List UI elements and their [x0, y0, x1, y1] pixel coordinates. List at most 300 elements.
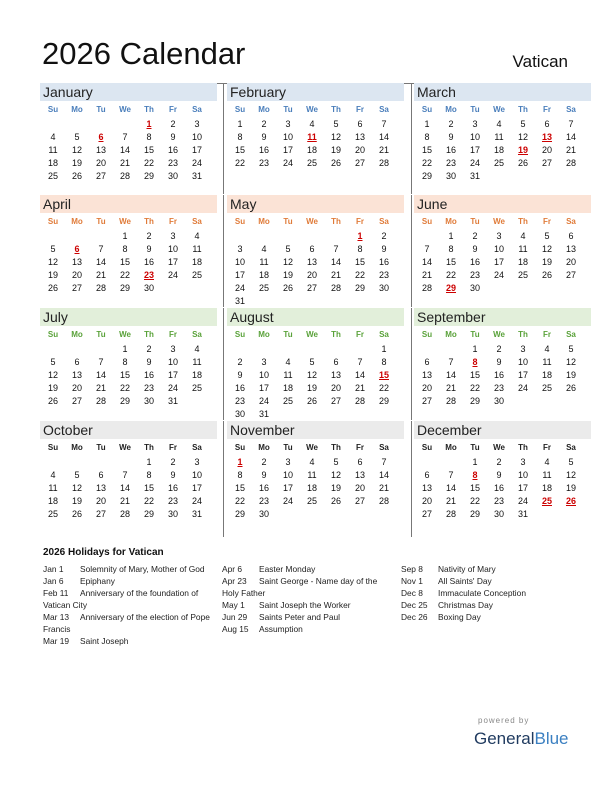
day-cell: 8: [122, 357, 128, 367]
day-cell: 13: [421, 370, 432, 380]
day-cell: 1: [381, 344, 387, 354]
holiday-name: Saints Peter and Paul: [259, 612, 341, 622]
day-cell: 12: [47, 257, 58, 267]
day-cell: 11: [48, 483, 58, 493]
day-cell: 21: [119, 496, 130, 506]
day-cell: 11: [542, 357, 552, 367]
day-cell: 6: [424, 357, 430, 367]
day-cell: 20: [541, 145, 552, 155]
week-row: [40, 158, 217, 171]
day-cell: 15: [143, 483, 154, 493]
weekday-label: Tu: [470, 105, 480, 114]
day-cell: 11: [494, 132, 504, 142]
day-cell: 6: [357, 457, 363, 467]
day-cell: 18: [306, 145, 317, 155]
day-cell: 12: [565, 470, 576, 480]
day-cell: 10: [191, 470, 202, 480]
weekday-label: We: [493, 217, 505, 226]
day-cell: 27: [421, 396, 432, 406]
day-cell: 17: [517, 370, 528, 380]
day-cell: 17: [258, 383, 269, 393]
day-cell: 24: [282, 158, 293, 168]
holiday-item: [401, 587, 573, 599]
month-header: [227, 421, 404, 439]
weekday-label: Th: [518, 330, 528, 339]
day-cell: 14: [119, 145, 130, 155]
day-cell: 4: [285, 357, 291, 367]
week-row: [414, 383, 591, 396]
day-cell: 7: [333, 244, 339, 254]
day-cell: 3: [472, 119, 478, 129]
day-cell: 25: [47, 171, 58, 181]
day-cell: 2: [472, 231, 478, 241]
holiday-day-cell: 29: [445, 283, 456, 293]
day-cell: 3: [194, 457, 200, 467]
day-cell: 12: [282, 257, 293, 267]
day-cell: 5: [520, 119, 526, 129]
week-row: [40, 132, 217, 145]
day-cell: 29: [234, 509, 245, 519]
day-cell: 17: [191, 145, 202, 155]
day-cell: 27: [71, 396, 82, 406]
weekday-label: Sa: [566, 330, 576, 339]
day-cell: 14: [119, 483, 130, 493]
day-cell: 8: [237, 470, 243, 480]
week-row: [40, 257, 217, 270]
day-cell: 24: [493, 270, 504, 280]
day-cell: 3: [170, 344, 176, 354]
brand-part-1: General: [474, 729, 535, 748]
holiday-item: [43, 575, 215, 587]
day-cell: 19: [47, 383, 58, 393]
holiday-day-cell: 13: [541, 132, 552, 142]
day-cell: 8: [122, 244, 128, 254]
day-cell: 10: [282, 470, 293, 480]
day-cell: 21: [95, 270, 106, 280]
day-cell: 8: [146, 132, 152, 142]
holiday-item: [222, 599, 394, 611]
week-row: [227, 470, 404, 483]
day-cell: 29: [469, 396, 480, 406]
day-cell: 31: [234, 296, 245, 306]
day-cell: 11: [192, 244, 202, 254]
day-cell: 2: [496, 457, 502, 467]
day-cell: 21: [378, 145, 389, 155]
day-cell: 26: [517, 158, 528, 168]
day-cell: 23: [445, 158, 456, 168]
holiday-date: Dec 25: [401, 600, 428, 610]
weekday-label: We: [493, 330, 505, 339]
day-cell: 6: [568, 231, 574, 241]
day-cell: 17: [282, 483, 293, 493]
country-name: Vatican: [512, 52, 568, 71]
day-cell: 5: [568, 344, 574, 354]
week-row: [227, 132, 404, 145]
month-december: [414, 421, 591, 534]
day-cell: 17: [469, 145, 480, 155]
day-cell: 19: [565, 483, 576, 493]
weekday-header-row: [227, 443, 404, 455]
week-row: [40, 509, 217, 522]
day-cell: 2: [146, 344, 152, 354]
day-cell: 2: [261, 457, 267, 467]
calendar-grid: [40, 83, 576, 537]
day-cell: 2: [237, 357, 243, 367]
day-cell: 20: [421, 496, 432, 506]
weekday-label: Tu: [470, 330, 480, 339]
day-cell: 2: [170, 457, 176, 467]
day-cell: 28: [565, 158, 576, 168]
day-cell: 9: [146, 244, 152, 254]
weekday-label: Sa: [379, 443, 389, 452]
day-cell: 28: [119, 171, 130, 181]
month-header: [227, 308, 404, 326]
day-cell: 14: [421, 257, 432, 267]
weekday-label: Mo: [258, 105, 270, 114]
week-row: [40, 483, 217, 496]
holiday-name: Anniversary of the foundation of Vatican City: [43, 588, 199, 610]
day-cell: 11: [518, 244, 528, 254]
day-cell: 16: [167, 145, 178, 155]
day-cell: 29: [143, 509, 154, 519]
day-cell: 24: [258, 396, 269, 406]
day-cell: 29: [469, 509, 480, 519]
day-cell: 3: [520, 457, 526, 467]
day-cell: 29: [354, 283, 365, 293]
day-cell: 12: [330, 470, 341, 480]
day-cell: 5: [50, 244, 56, 254]
day-cell: 6: [544, 119, 550, 129]
day-cell: 30: [143, 396, 154, 406]
weekday-label: Th: [144, 217, 154, 226]
week-row: [227, 483, 404, 496]
weekday-label: Tu: [96, 105, 106, 114]
day-cell: 3: [261, 357, 267, 367]
holiday-date: Jan 6: [43, 576, 64, 586]
month-name: January: [43, 84, 93, 100]
month-july: [40, 308, 217, 421]
weekday-label: Mo: [445, 330, 457, 339]
day-cell: 4: [50, 470, 56, 480]
day-cell: 15: [354, 257, 365, 267]
holiday-date: May 1: [222, 600, 245, 610]
holiday-item: [222, 623, 394, 635]
row-gap: [40, 194, 573, 195]
holiday-name: Christmas Day: [438, 600, 493, 610]
weekday-label: Tu: [283, 443, 293, 452]
day-cell: 20: [306, 270, 317, 280]
powered-by-text: powered by: [478, 716, 530, 725]
week-row: [40, 145, 217, 158]
weekday-label: Fr: [356, 330, 364, 339]
day-cell: 19: [306, 383, 317, 393]
day-cell: 7: [381, 457, 387, 467]
weekday-label: Th: [518, 105, 528, 114]
day-cell: 16: [258, 145, 269, 155]
day-cell: 30: [445, 171, 456, 181]
weekday-label: Mo: [445, 443, 457, 452]
weekday-label: Mo: [258, 217, 270, 226]
day-cell: 21: [95, 383, 106, 393]
day-cell: 11: [283, 370, 293, 380]
weekday-label: Su: [47, 330, 59, 339]
weekday-label: Fr: [169, 330, 177, 339]
weekday-label: Fr: [543, 330, 551, 339]
day-cell: 4: [261, 244, 267, 254]
weekday-label: Su: [421, 105, 433, 114]
weekday-label: Th: [331, 217, 341, 226]
day-cell: 7: [568, 119, 574, 129]
weekday-label: Mo: [445, 217, 457, 226]
generalblue-logo[interactable]: [474, 729, 569, 749]
day-cell: 25: [541, 383, 552, 393]
holiday-column: [401, 563, 573, 623]
weekday-label: Su: [47, 105, 59, 114]
day-cell: 14: [378, 470, 389, 480]
holiday-item: [401, 575, 573, 587]
holiday-day-cell: 11: [307, 132, 317, 142]
day-cell: 24: [469, 158, 480, 168]
day-cell: 27: [306, 283, 317, 293]
holiday-date: Jan 1: [43, 564, 64, 574]
week-row: [227, 283, 404, 296]
month-header: [414, 83, 591, 101]
holiday-item: [401, 611, 573, 623]
day-cell: 14: [445, 483, 456, 493]
weekday-label: Mo: [71, 443, 83, 452]
day-cell: 12: [541, 244, 552, 254]
day-cell: 10: [282, 132, 293, 142]
week-row: [414, 344, 591, 357]
holiday-date: Nov 1: [401, 576, 423, 586]
week-row: [40, 496, 217, 509]
month-may: [227, 195, 404, 308]
day-cell: 7: [122, 470, 128, 480]
weekday-label: Sa: [566, 105, 576, 114]
month-name: July: [43, 309, 68, 325]
day-cell: 31: [258, 409, 269, 419]
day-cell: 15: [119, 257, 130, 267]
day-cell: 20: [71, 383, 82, 393]
day-cell: 5: [568, 457, 574, 467]
weekday-header-row: [40, 217, 217, 229]
day-cell: 11: [48, 145, 58, 155]
holiday-name: Boxing Day: [438, 612, 481, 622]
day-cell: 18: [493, 145, 504, 155]
day-cell: 17: [234, 270, 245, 280]
day-cell: 22: [143, 496, 154, 506]
day-cell: 28: [95, 396, 106, 406]
day-cell: 17: [167, 370, 178, 380]
holiday-day-cell: 8: [472, 470, 478, 480]
weekday-header-row: [414, 330, 591, 342]
week-row: [414, 244, 591, 257]
day-cell: 20: [330, 383, 341, 393]
day-cell: 14: [445, 370, 456, 380]
day-cell: 22: [119, 383, 130, 393]
day-cell: 10: [258, 370, 269, 380]
day-cell: 11: [192, 357, 202, 367]
holiday-name: Easter Monday: [259, 564, 316, 574]
week-row: [227, 383, 404, 396]
day-cell: 21: [565, 145, 576, 155]
day-cell: 19: [71, 158, 82, 168]
day-cell: 8: [146, 470, 152, 480]
day-cell: 11: [542, 470, 552, 480]
weekday-label: Su: [47, 443, 59, 452]
day-cell: 17: [282, 145, 293, 155]
weekday-label: Su: [234, 330, 246, 339]
day-cell: 7: [424, 244, 430, 254]
holiday-day-cell: 23: [143, 270, 154, 280]
holiday-item: [401, 599, 573, 611]
month-october: [40, 421, 217, 534]
day-cell: 23: [167, 158, 178, 168]
day-cell: 24: [167, 383, 178, 393]
weekday-label: Su: [234, 217, 246, 226]
weekday-label: Su: [47, 217, 59, 226]
month-header: [40, 83, 217, 101]
day-cell: 29: [378, 396, 389, 406]
day-cell: 4: [50, 132, 56, 142]
day-cell: 30: [258, 509, 269, 519]
day-cell: 14: [378, 132, 389, 142]
day-cell: 23: [258, 158, 269, 168]
weekday-label: Fr: [356, 217, 364, 226]
day-cell: 9: [448, 132, 454, 142]
day-cell: 12: [71, 145, 82, 155]
day-cell: 18: [191, 257, 202, 267]
day-cell: 29: [421, 171, 432, 181]
weekday-label: Fr: [169, 217, 177, 226]
week-row: [414, 483, 591, 496]
weekday-label: Sa: [566, 443, 576, 452]
holiday-item: [43, 587, 215, 611]
week-row: [40, 283, 217, 296]
day-cell: 13: [306, 257, 317, 267]
day-cell: 13: [354, 132, 365, 142]
weekday-header-row: [414, 217, 591, 229]
day-cell: 10: [234, 257, 245, 267]
week-row: [414, 396, 591, 409]
holiday-item: [43, 635, 215, 647]
day-cell: 26: [71, 171, 82, 181]
day-cell: 20: [95, 158, 106, 168]
day-cell: 20: [354, 483, 365, 493]
day-cell: 10: [469, 132, 480, 142]
day-cell: 6: [357, 119, 363, 129]
weekday-label: We: [306, 330, 318, 339]
day-cell: 5: [333, 119, 339, 129]
day-cell: 28: [445, 396, 456, 406]
day-cell: 1: [122, 344, 128, 354]
week-row: [40, 383, 217, 396]
day-cell: 10: [493, 244, 504, 254]
holiday-day-cell: 6: [98, 132, 104, 142]
day-cell: 16: [493, 483, 504, 493]
day-cell: 9: [261, 132, 267, 142]
day-cell: 6: [424, 470, 430, 480]
week-row: [414, 132, 591, 145]
month-march: [414, 83, 591, 196]
day-cell: 13: [71, 257, 82, 267]
day-cell: 4: [496, 119, 502, 129]
weekday-label: Fr: [543, 443, 551, 452]
day-cell: 23: [493, 496, 504, 506]
week-row: [414, 470, 591, 483]
day-cell: 27: [71, 283, 82, 293]
day-cell: 13: [354, 470, 365, 480]
holiday-column: [222, 563, 394, 635]
holiday-date: Mar 13: [43, 612, 70, 622]
weekday-label: We: [306, 217, 318, 226]
month-name: September: [417, 309, 486, 325]
day-cell: 4: [520, 231, 526, 241]
holiday-day-cell: 1: [357, 231, 363, 241]
weekday-label: Mo: [258, 443, 270, 452]
month-name: April: [43, 196, 72, 212]
month-name: December: [417, 422, 482, 438]
day-cell: 2: [496, 344, 502, 354]
day-cell: 3: [285, 119, 291, 129]
weekday-label: Mo: [71, 105, 83, 114]
day-cell: 2: [448, 119, 454, 129]
holiday-day-cell: 19: [517, 145, 528, 155]
day-cell: 15: [445, 257, 456, 267]
day-cell: 21: [378, 483, 389, 493]
day-cell: 27: [354, 496, 365, 506]
day-cell: 20: [354, 145, 365, 155]
day-cell: 13: [95, 145, 106, 155]
holiday-day-cell: 26: [565, 496, 576, 506]
day-cell: 15: [421, 145, 432, 155]
weekday-label: Sa: [192, 105, 202, 114]
holiday-name: Saint George - Name day of the Holy Father: [222, 576, 378, 598]
weekday-label: Th: [144, 443, 154, 452]
week-row: [414, 270, 591, 283]
week-row: [40, 270, 217, 283]
weekday-label: Fr: [169, 105, 177, 114]
day-cell: 14: [330, 257, 341, 267]
week-row: [40, 396, 217, 409]
month-january: [40, 83, 217, 196]
day-cell: 1: [424, 119, 430, 129]
day-cell: 16: [234, 383, 245, 393]
weekday-label: Tu: [283, 217, 293, 226]
day-cell: 18: [47, 158, 58, 168]
week-row: [227, 396, 404, 409]
day-cell: 8: [237, 132, 243, 142]
weekday-label: Su: [234, 443, 246, 452]
day-cell: 31: [469, 171, 480, 181]
day-cell: 5: [544, 231, 550, 241]
day-cell: 25: [191, 270, 202, 280]
weekday-label: Tu: [96, 443, 106, 452]
day-cell: 5: [285, 244, 291, 254]
day-cell: 4: [194, 231, 200, 241]
day-cell: 12: [330, 132, 341, 142]
day-cell: 16: [469, 257, 480, 267]
day-cell: 28: [119, 509, 130, 519]
day-cell: 25: [306, 158, 317, 168]
day-cell: 27: [421, 509, 432, 519]
holiday-date: Jun 29: [222, 612, 248, 622]
day-cell: 25: [306, 496, 317, 506]
day-cell: 24: [167, 270, 178, 280]
day-cell: 10: [167, 244, 178, 254]
holiday-item: [222, 575, 394, 599]
day-cell: 6: [74, 357, 80, 367]
